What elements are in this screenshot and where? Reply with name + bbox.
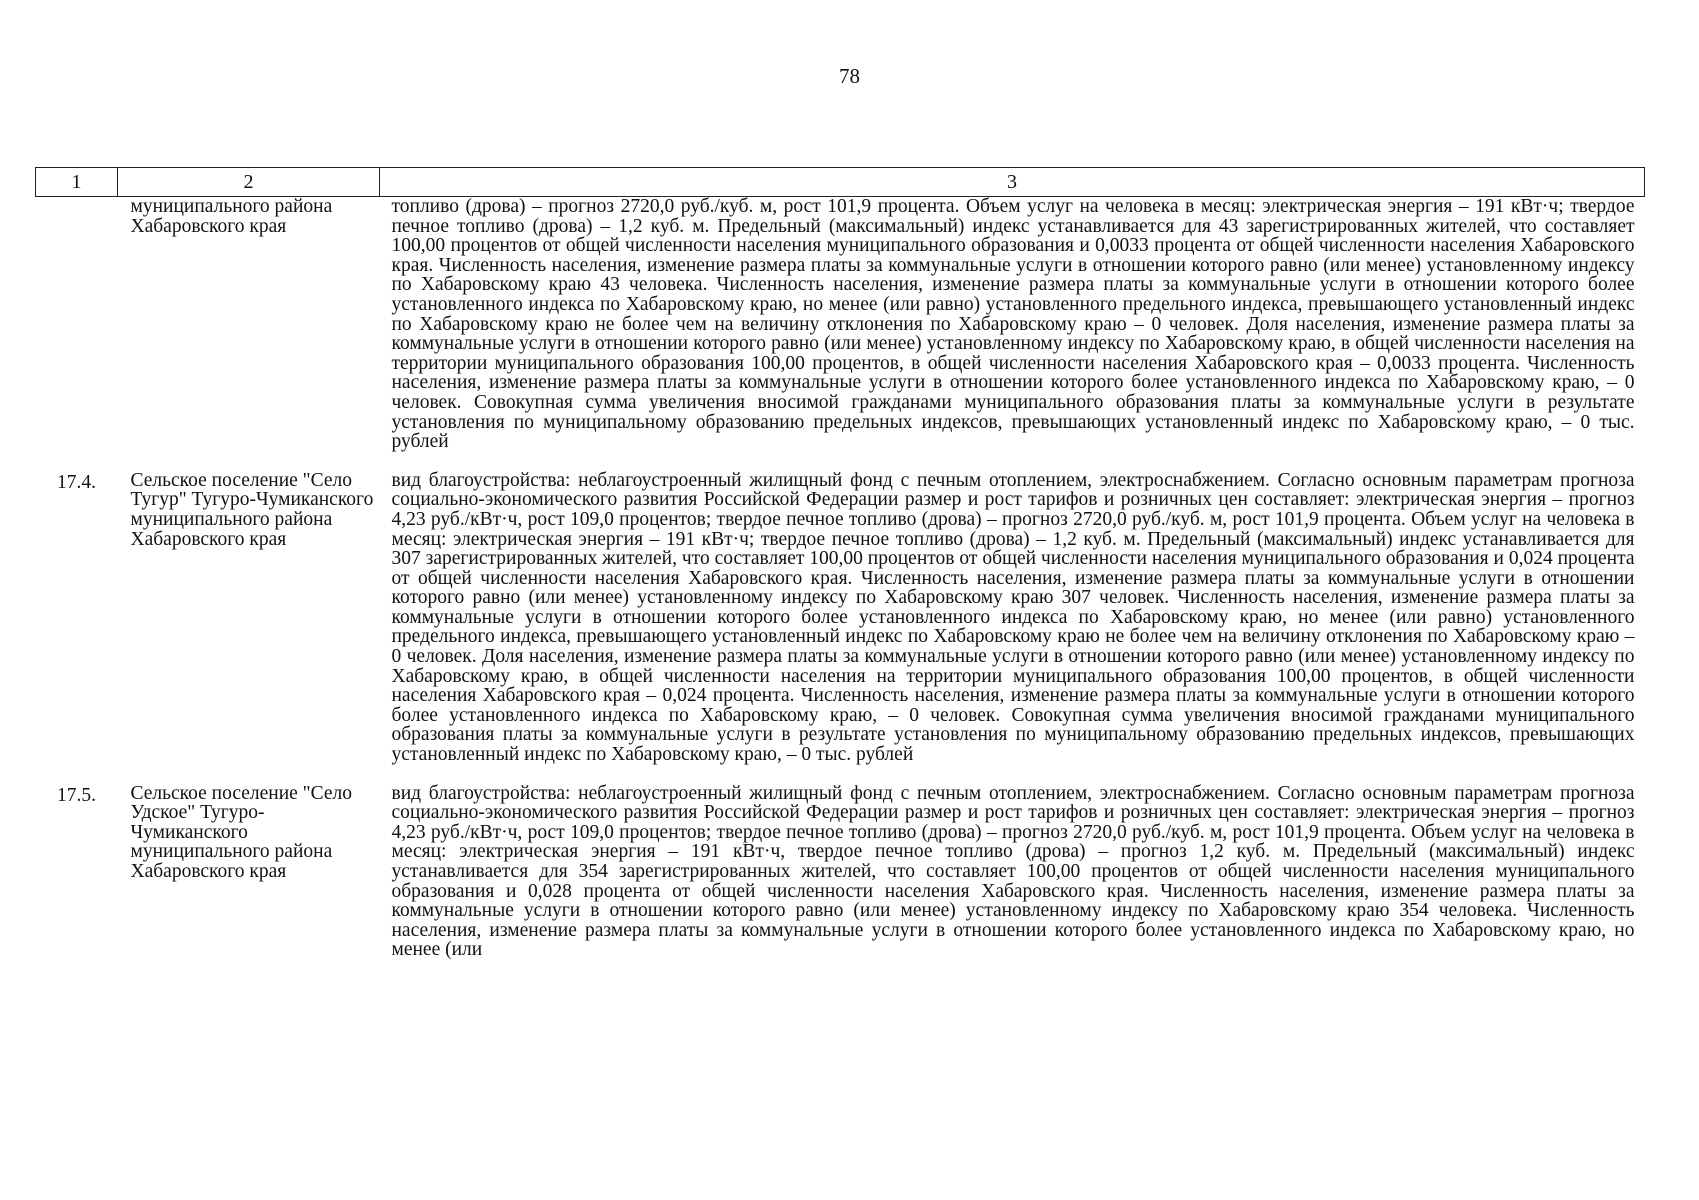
row-description: вид благоустройства: неблагоустроенный жилищный фонд с печным отоплением, электроснабжением. Согласно основным параметрам прогноза социально-экономического развития Российской Федерации размер и рост тарифов и розничных цен составляет: электрическая энергия – прогноз 4,23 руб./кВт·ч, рост 109,0 процентов; твердое печное топливо (дрова) – прогноз 2720,0 руб./куб. м, рост 101,9 процента. Объем услуг на человека в месяц: электрическая энергия – 191 кВт·ч, твердое печное топливо (дрова) – прогноз 1,2 куб. м. Предельный (максимальный) индекс устанавливается для 354 зарегистрированных жителей, что составляет 100,00 процентов от общей численности населения муниципального образования и 0,028 процента от общей численности населения Хабаровского края. Численность населения, изменение размера платы за коммунальные услуги в отношении которого равно (или менее) установленному индексу по Хабаровскому краю 354 человека. Численность населения, изменение размера платы за коммунальные услуги в отношении которого более установленного индекса по Хабаровскому краю, но менее (или <box>391 782 1635 961</box>
column-header-2: 2 <box>118 168 380 197</box>
table-row <box>36 784 1645 960</box>
municipality-name: Сельское поселение "Село Удское" Тугуро-Чумиканского муниципального района Хабаровского края <box>130 782 353 882</box>
table-header-row <box>36 168 1645 197</box>
row-description: вид благоустройства: неблагоустроенный жилищный фонд с печным отоплением, электроснабжением. Согласно основным параметрам прогноза социально-экономического развития Российской Федерации размер и рост тарифов и розничных цен составляет: электрическая энергия – прогноз 4,23 руб./кВт·ч, рост 109,0 процентов; твердое печное топливо (дрова) – прогноз 2720,0 руб./куб. м, рост 101,9 процента. Объем услуг на человека в месяц: электрическая энергия – 191 кВт·ч; твердое печное топливо (дрова) – 1,2 куб. м. Предельный (максимальный) индекс устанавливается для 307 зарегистрированных жителей, что составляет 100,00 процентов от общей численности населения муниципального образования и 0,024 процента от общей численности населения Хабаровского края. Численность населения, изменение размера платы за коммунальные услуги в отношении которого равно (или менее) установленному индексу по Хабаровскому краю 307 человек. Численность населения, изменение размера платы за коммунальные услуги в отношении которого более установленного индекса по Хабаровскому краю, но менее (или равно) установленного предельного индекса, превышающего установленный индекс по Хабаровскому краю не более чем на величину отклонения по Хабаровскому краю – 0 человек. Доля населения, изменение размера платы за коммунальные услуги в отношении которого равно (или менее) установленному индексу по Хабаровскому краю, в общей численности населения на территории муниципального образования 100,00 процентов, в общей численности населения Хабаровского края – 0,024 процента. Численность населения, изменение размера платы за коммунальные услуги в отношении которого более установленного индекса по Хабаровскому краю, – 0 человек. Совокупная сумма увеличения вносимой гражданами муниципального образования платы за коммунальные услуги в результате установления по муниципальному образованию предельных индексов, превышающих установленный индекс по Хабаровскому краю, – 0 тыс. рублей <box>391 469 1635 766</box>
column-header-3: 3 <box>380 168 1645 197</box>
row-number <box>36 197 118 471</box>
row-description: топливо (дрова) – прогноз 2720,0 руб./куб. м, рост 101,9 процента. Объем услуг на человека в месяц: электрическая энергия – 191 кВт·ч; твердое печное топливо (дрова) – 1,2 куб. м. Предельный (максимальный) индекс устанавливается для 43 зарегистрированных жителей, что составляет 100,00 процентов от общей численности населения муниципального образования и 0,0033 процента от общей численности населения Хабаровского края. Численность населения, изменение размера платы за коммунальные услуги в отношении которого равно (или менее) установленному индексу по Хабаровскому краю 43 человека. Численность населения, изменение размера платы за коммунальные услуги в отношении которого более установленного индекса по Хабаровскому краю, но менее (или равно) установленного предельного индекса, превышающего установленный индекс по Хабаровскому краю не более чем на величину отклонения по Хабаровскому краю – 0 человек. Доля населения, изменение размера платы за коммунальные услуги в отношении которого равно (или менее) установленному индексу по Хабаровскому краю, в общей численности населения на территории муниципального образования 100,00 процентов, в общей численности населения Хабаровского края – 0,0033 процента. Численность населения, изменение размера платы за коммунальные услуги в отношении которого более установленного индекса по Хабаровскому краю, – 0 человек. Совокупная сумма увеличения вносимой гражданами муниципального образования платы за коммунальные услуги в результате установления по муниципальному образованию предельных индексов, превышающих установленный индекс по Хабаровскому краю, – 0 тыс. рублей <box>391 196 1635 453</box>
table-row <box>36 197 1645 471</box>
data-table <box>35 167 1645 960</box>
municipality-name: Сельское поселение "Село Тугур" Тугуро-Чумиканского муниципального района Хабаровского края <box>130 469 374 550</box>
row-number: 17.5. <box>57 784 96 806</box>
page-number: 78 <box>839 64 860 88</box>
row-number: 17.4. <box>57 471 96 493</box>
municipality-name: муниципального района Хабаровского края <box>130 196 333 237</box>
table-row <box>36 471 1645 784</box>
column-header-1: 1 <box>36 168 118 197</box>
